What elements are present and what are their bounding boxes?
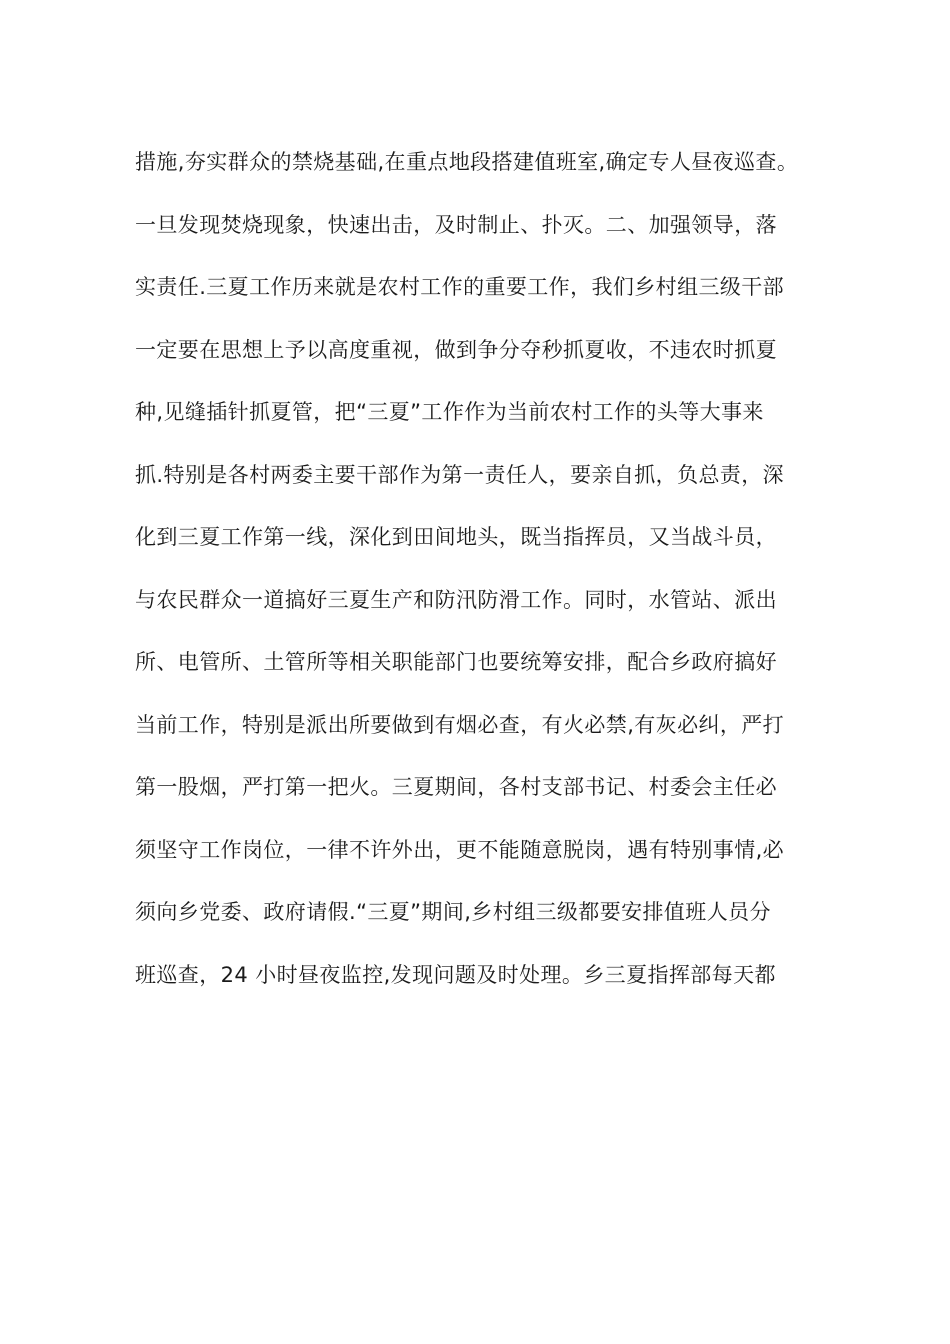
text-line: 班巡查，24 小时昼夜监控,发现问题及时处理。乡三夏指挥部每天都 <box>135 962 776 987</box>
text-line: 抓.特别是各村两委主要干部作为第一责任人，要亲自抓，负总责，深 <box>135 462 785 487</box>
text-line: 措施,夯实群众的禁烧基础,在重点地段搭建值班室,确定专人昼夜巡查。 <box>135 150 799 174</box>
text-line: 与农民群众一道搞好三夏生产和防汛防滑工作。同时，水管站、派出 <box>135 587 777 612</box>
text-line: 须向乡党委、政府请假.“三夏”期间,乡村组三级都要安排值班人员分 <box>135 900 771 924</box>
body-text <box>135 142 835 1017</box>
text-line: 当前工作，特别是派出所要做到有烟必查，有火必禁,有灰必纠，严打 <box>135 712 785 737</box>
text-line: 所、电管所、土管所等相关职能部门也要统筹安排，配合乡政府搞好 <box>135 650 777 674</box>
text-line: 一定要在思想上予以高度重视，做到争分夺秒抓夏收，不违农时抓夏 <box>135 337 777 362</box>
text-line: 实责任.三夏工作历来就是农村工作的重要工作，我们乡村组三级干部 <box>135 275 785 299</box>
text-line: 种,见缝插针抓夏管，把“三夏”工作作为当前农村工作的头等大事来 <box>135 400 764 424</box>
text-line: 第一股烟，严打第一把火。三夏期间，各村支部书记、村委会主任必 <box>135 775 777 799</box>
text-line: 须坚守工作岗位，一律不许外出，更不能随意脱岗，遇有特别事情,必 <box>135 837 785 862</box>
text-line: 化到三夏工作第一线，深化到田间地头，既当指挥员，又当战斗员， <box>135 525 777 549</box>
text-line: 一旦发现焚烧现象，快速出击，及时制止、扑灭。二、加强领导，落 <box>135 212 777 237</box>
